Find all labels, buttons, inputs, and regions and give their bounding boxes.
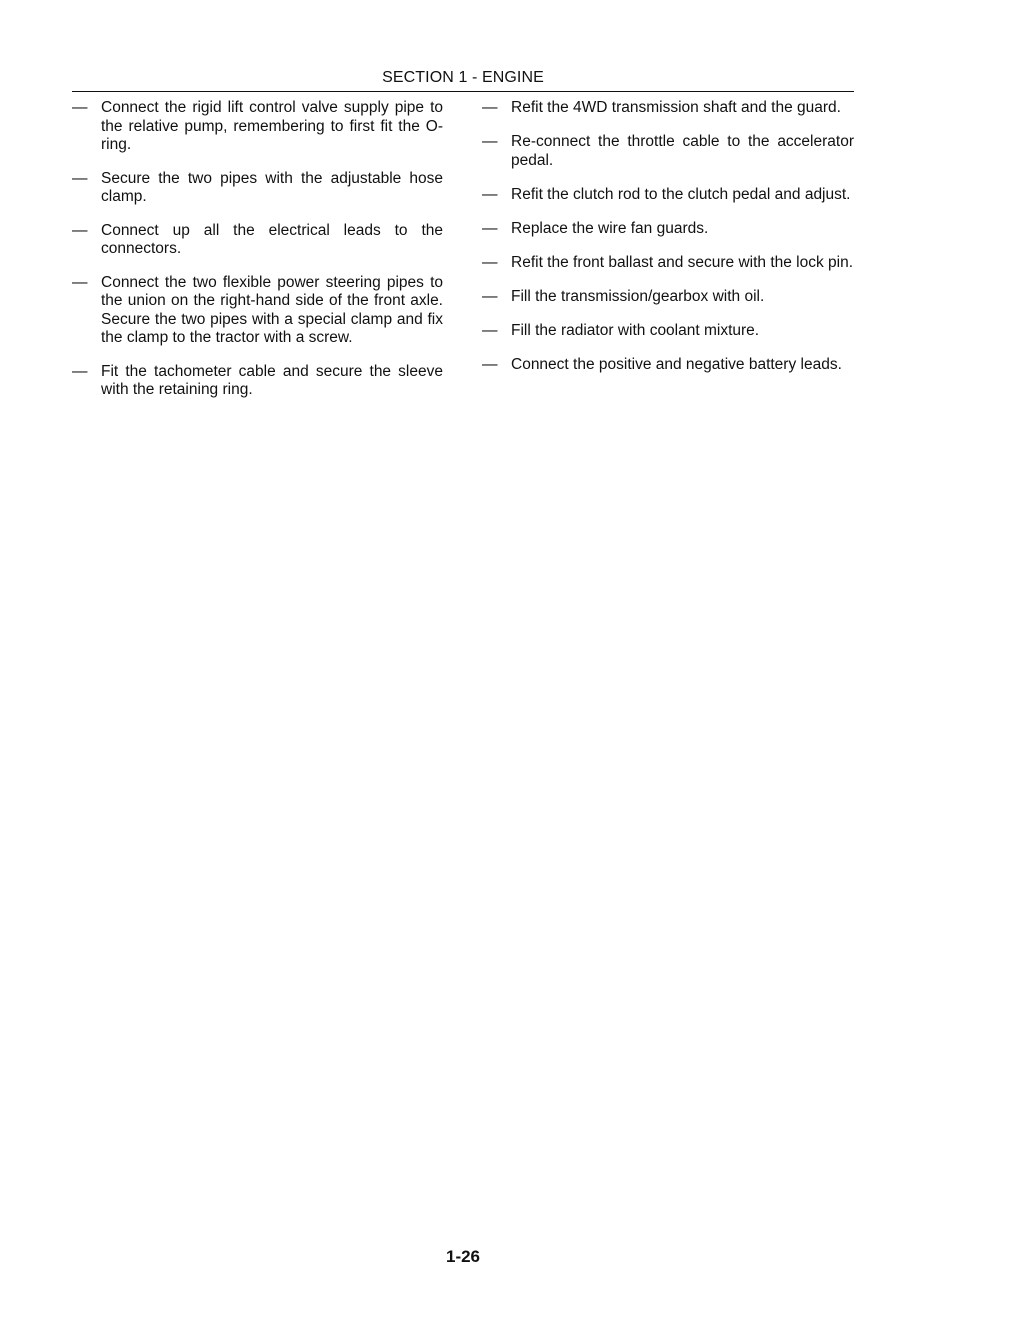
- list-item-text: Refit the clutch rod to the clutch pedal and adjust.: [511, 185, 851, 203]
- list-item: [482, 186, 854, 205]
- list-item-text: Fill the radiator with coolant mixture.: [511, 321, 760, 339]
- dash-bullet: —: [482, 321, 498, 339]
- list-item-text: Replace the wire fan guards.: [511, 219, 709, 237]
- dash-bullet: —: [482, 253, 498, 271]
- dash-bullet: —: [72, 169, 88, 187]
- dash-bullet: —: [482, 99, 498, 116]
- dash-bullet: —: [72, 273, 88, 291]
- list-item: [482, 322, 854, 341]
- list-item-text: Refit the front ballast and secure with the lock pin.: [511, 253, 854, 271]
- list-item-text: Re-connect the throttle cable to the accelerator pedal.: [511, 133, 854, 169]
- list-item: [482, 133, 854, 170]
- list-item-text: Connect the positive and negative battery leads.: [511, 355, 842, 373]
- dash-bullet: —: [482, 185, 498, 203]
- list-item: [72, 274, 443, 348]
- list-item: [482, 356, 854, 375]
- list-item: [72, 170, 443, 207]
- page-number: 1-26: [445, 1247, 481, 1266]
- list-item: [72, 363, 443, 400]
- list-item-text: Fit the tachometer cable and secure the sleeve with the retaining ring.: [101, 362, 443, 398]
- dash-bullet: —: [482, 287, 498, 305]
- left-column-list: [72, 99, 443, 415]
- list-item: [482, 254, 854, 273]
- dash-bullet: —: [72, 362, 88, 380]
- section-header: SECTION 1 - ENGINE: [382, 69, 544, 86]
- dash-bullet: —: [72, 99, 88, 116]
- list-item-text: Fill the transmission/gearbox with oil.: [511, 287, 765, 305]
- list-item-text: Secure the two pipes with the adjustable hose clamp.: [101, 169, 443, 205]
- list-item: [482, 99, 854, 118]
- list-item: [72, 99, 443, 155]
- list-item-text: Connect up all the electrical leads to the connectors.: [101, 221, 443, 257]
- right-column-list: [482, 99, 854, 390]
- list-item-text: Connect the two flexible power steering pipes to the union on the right-hand side of the front axle. Secure the two pipes with a special clamp and fix the clamp to the tractor with a screw.: [101, 273, 443, 346]
- list-item-text: Refit the 4WD transmission shaft and the guard.: [511, 99, 841, 116]
- list-item: [482, 288, 854, 307]
- dash-bullet: —: [482, 133, 498, 150]
- list-item: [72, 222, 443, 259]
- list-item: [482, 220, 854, 239]
- dash-bullet: —: [482, 219, 498, 237]
- header-divider: [72, 91, 854, 92]
- list-item-text: Connect the rigid lift control valve supply pipe to the relative pump, remembering to first fit the O-ring.: [101, 99, 443, 153]
- dash-bullet: —: [72, 221, 88, 239]
- dash-bullet: —: [482, 355, 498, 373]
